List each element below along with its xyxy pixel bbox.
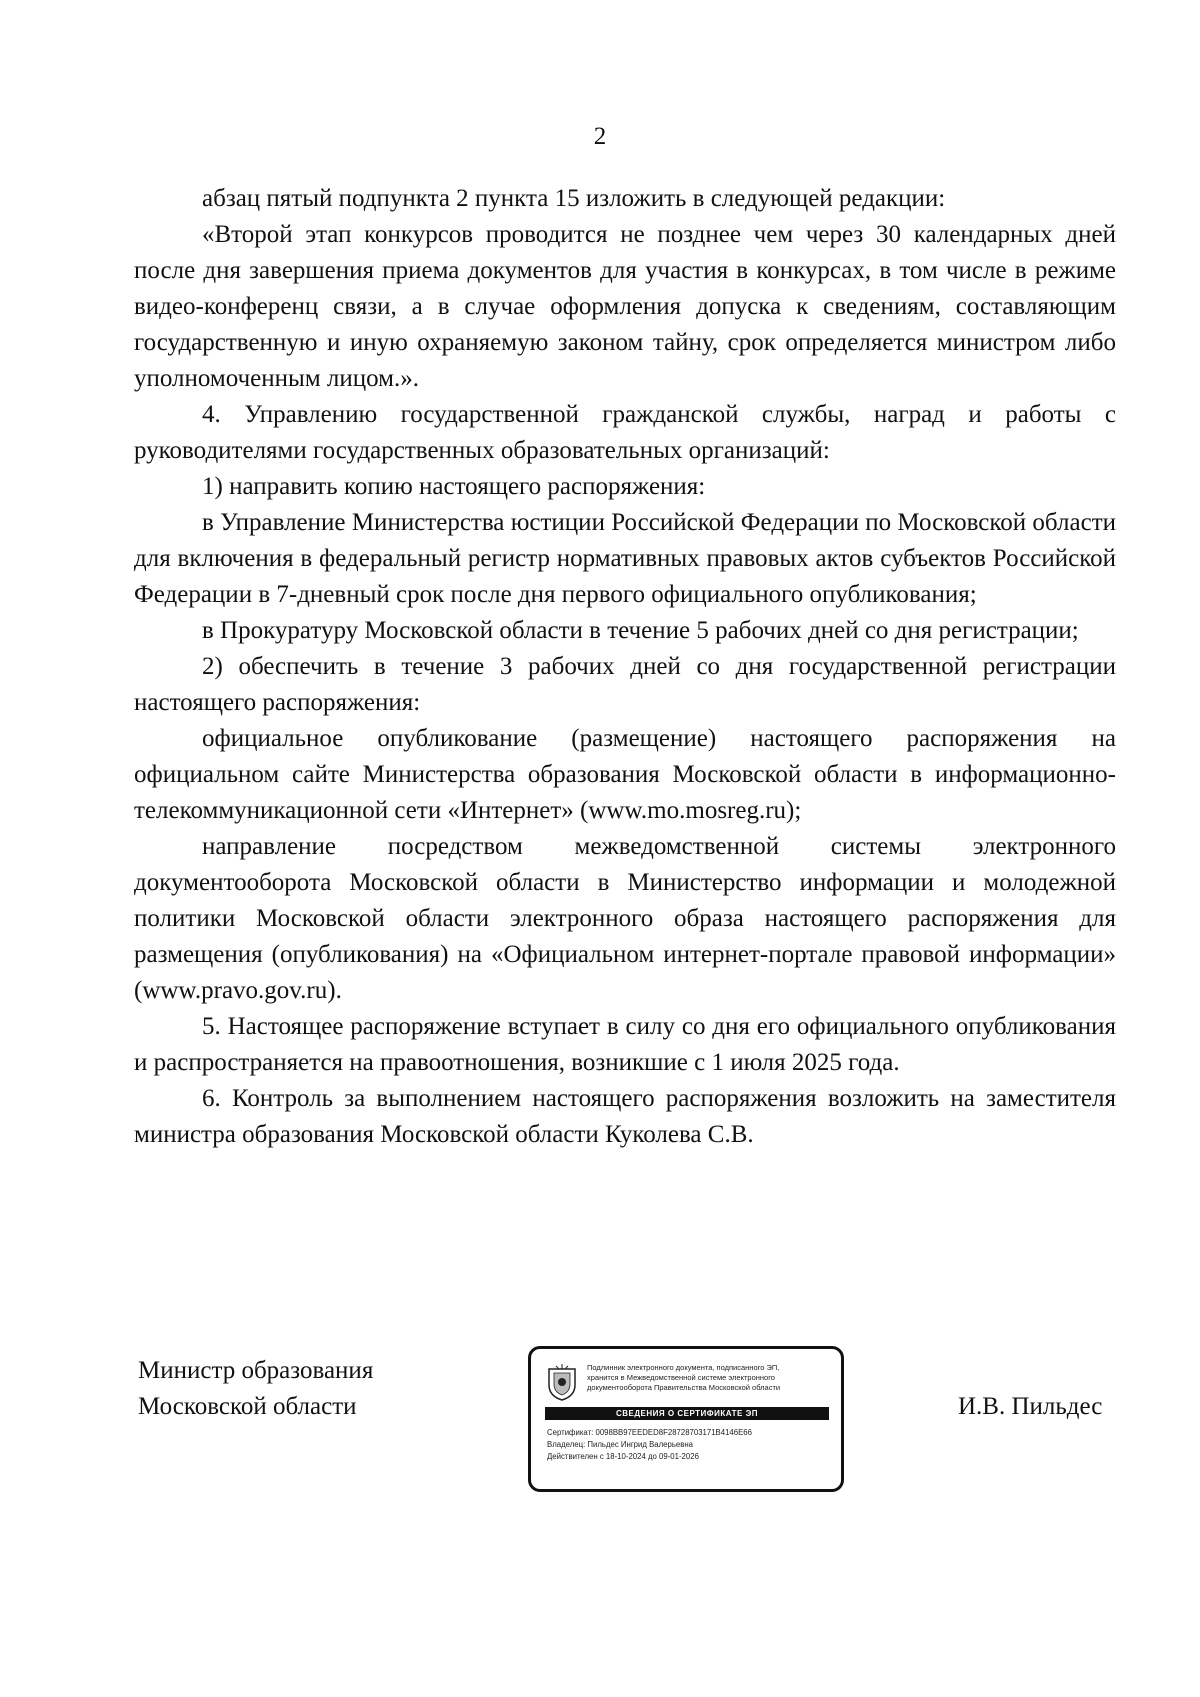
electronic-signature-stamp	[528, 1346, 844, 1492]
page-number: 2	[593, 123, 607, 150]
stamp-certificate-number: Сертификат: 0098BB97EEDED8F28728703171B4146E66	[547, 1428, 752, 1437]
stamp-header	[587, 1363, 837, 1393]
stamp-certificate-validity: Действителен с 18-10-2024 до 09-01-2026	[547, 1452, 699, 1461]
stamp-header-line-1: Подлинник электронного документа, подписанного ЭП,	[587, 1363, 780, 1372]
signatory-name: И.В. Пильдес	[958, 1393, 1103, 1420]
paragraph-amendment-intro: абзац пятый подпункта 2 пункта 15 изложить в следующей редакции:	[202, 185, 946, 212]
stamp-certificate-details	[547, 1427, 833, 1463]
stamp-header-line-3: документооборота Правительства Московской области	[587, 1383, 781, 1392]
paragraph-prosecutor: в Прокуратуру Московской области в течение 5 рабочих дней со дня регистрации;	[202, 617, 1079, 644]
paragraph-item-4-2: 2) обеспечить в течение 3 рабочих дней со дня государственной регистрации настоящего распоряжения:	[134, 653, 1116, 716]
paragraph-item-5: 5. Настоящее распоряжение вступает в силу со дня его официального опубликования и распространяется на правоотношения, возникшие с 1 июля 2025 года.	[134, 1013, 1116, 1076]
stamp-certificate-title: СВЕДЕНИЯ О СЕРТИФИКАТЕ ЭП	[545, 1407, 829, 1420]
document-body	[134, 181, 1116, 1153]
paragraph-item-4: 4. Управлению государственной гражданской службы, наград и работы с руководителями государственных образовательных организаций:	[134, 401, 1116, 464]
signatory-position	[138, 1353, 373, 1425]
paragraph-item-4-1: 1) направить копию настоящего распоряжения:	[202, 473, 706, 500]
paragraph-amendment-text: «Второй этап конкурсов проводится не позднее чем через 30 календарных дней после дня завершения приема документов для участия в конкурсах, в том числе в режиме видео-конференц связи, а в случае оформления допуска к сведениям, составляющим государственную и иную охраняемую законом тайну, срок определяется министром либо уполномоченным лицом.».	[134, 221, 1116, 392]
paragraph-item-6: 6. Контроль за выполнением настоящего распоряжения возложить на заместителя министра образования Московской области Куколева С.В.	[134, 1085, 1116, 1148]
paragraph-ministry-justice: в Управление Министерства юстиции Российской Федерации по Московской области для включения в федеральный регистр нормативных правовых актов субъектов Российской Федерации в 7-дневный срок после дня первого официального опубликования;	[134, 509, 1116, 608]
signatory-position-line-1: Министр образования	[138, 1357, 374, 1384]
signatory-position-line-2: Московской области	[138, 1393, 357, 1420]
paragraph-official-publication: официальное опубликование (размещение) настоящего распоряжения на официальном сайте Министерства образования Московской области в информационно-телекоммуникационной сети «Интернет» (www.mo.mosreg.ru);	[134, 725, 1116, 824]
coat-of-arms-icon	[545, 1363, 579, 1401]
paragraph-electronic-transfer: направление посредством межведомственной системы электронного документооборота Московской области в Министерство информации и молодежной политики Московской области электронного образа настоящего распоряжения для размещения (опубликования) на «Официальном интернет-портале правовой информации» (www.pravo.gov.ru).	[134, 833, 1116, 1004]
stamp-header-line-2: хранится в Межведомственной системе электронного	[587, 1373, 775, 1382]
stamp-certificate-owner: Владелец: Пильдес Ингрид Валерьевна	[547, 1440, 694, 1449]
